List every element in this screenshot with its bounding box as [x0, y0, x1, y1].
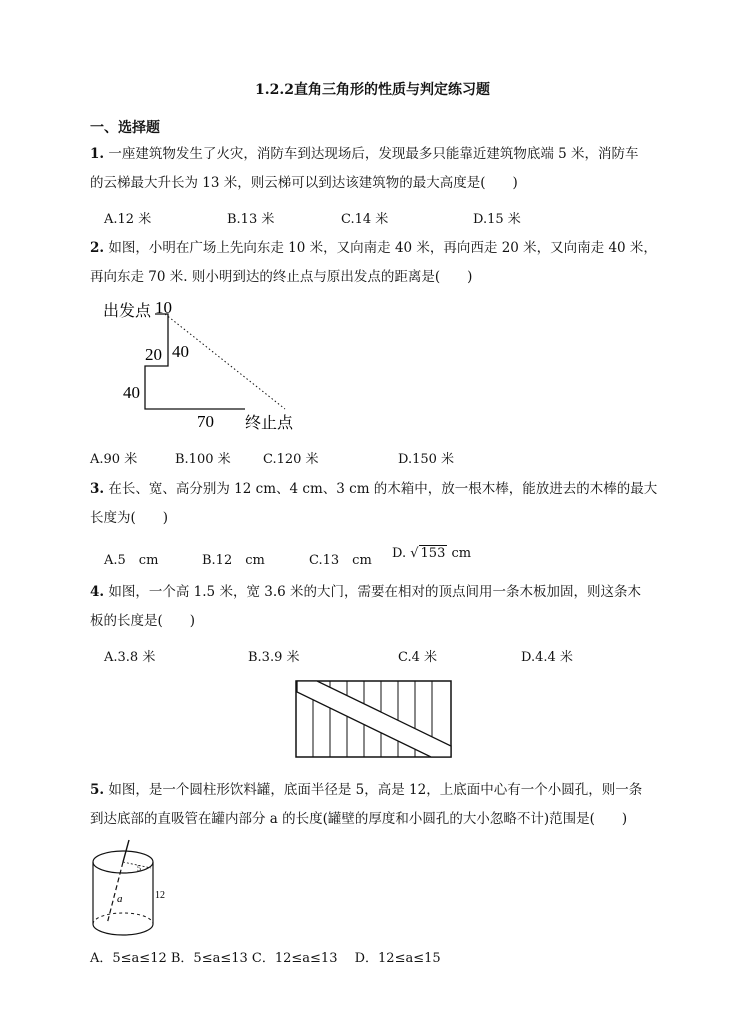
option-b: B.3.9 米 [248, 650, 300, 665]
diagonal-brace [297, 681, 451, 757]
question-text-line2: 长度为( ) [90, 510, 169, 526]
option-b: B.12 cm [202, 553, 265, 568]
sqrt-expression [410, 546, 447, 561]
option-d-unit: cm [451, 546, 472, 561]
segment-label-east-10: 10 [155, 298, 172, 317]
page-title: 1.2.2直角三角形的性质与判定练习题 [255, 82, 490, 98]
cylinder-can-figure [85, 838, 175, 940]
question-1 [90, 140, 665, 198]
option-a: A.3.8 米 [104, 650, 156, 665]
question-text-line1: 一座建筑物发生了火灾，消防车到达现场后，发现最多只能靠近建筑物底端 5 米，消防车 [108, 146, 639, 162]
gate-figure [295, 680, 453, 759]
question-4 [90, 578, 665, 636]
option-c: C.4 米 [398, 650, 438, 665]
option-a: A.90 米 [90, 452, 138, 467]
option-d [392, 546, 471, 561]
height-label: 12 [155, 890, 165, 901]
question-3 [90, 475, 665, 533]
segment-label-east-70: 70 [197, 412, 214, 431]
option-b: B.13 米 [227, 212, 275, 227]
question-2 [90, 234, 665, 292]
question-text-line1: 在长、宽、高分别为 12 cm、4 cm、3 cm 的木箱中，放一根木棒，能放进去的木棒的最大 [108, 481, 658, 497]
option-d-letter: D. [392, 546, 407, 561]
option-c: C.120 米 [263, 452, 319, 467]
option-b: B.100 米 [175, 452, 231, 467]
radicand: 153 [420, 546, 446, 561]
question-text-line2: 再向东走 70 米. 则小明到达的终止点与原出发点的距离是( ) [90, 269, 473, 285]
section-heading: 一、选择题 [90, 120, 160, 136]
start-point-label: 出发点 [103, 301, 152, 320]
question-5 [90, 776, 665, 834]
segment-label-south2-40: 40 [123, 383, 140, 402]
sqrt-icon: √ [410, 546, 419, 561]
question-number: 4. [90, 584, 105, 600]
question-text-line2: 到达底部的直吸管在罐内部分 a 的长度(罐壁的厚度和小圆孔的大小忽略不计)范围是( ) [90, 811, 628, 827]
option-c: C.13 cm [309, 553, 372, 568]
question-number: 1. [90, 146, 105, 162]
option-a: A.12 米 [104, 212, 152, 227]
radius-label: 5 [137, 864, 141, 873]
option-c: C.14 米 [341, 212, 389, 227]
option-a: A.5 cm [104, 553, 159, 568]
straw-length-label: a [117, 893, 123, 905]
question-text-line2: 板的长度是( ) [90, 613, 196, 629]
option-d: D.150 米 [398, 452, 455, 467]
question-text-line2: 的云梯最大升长为 13 米，则云梯可以到达该建筑物的最大高度是( ) [90, 175, 518, 191]
question-text-line1: 如图，一个高 1.5 米，宽 3.6 米的大门，需要在相对的顶点间用一条木板加固，则这条木 [108, 584, 641, 600]
cylinder-bottom-back [93, 913, 153, 924]
segment-label-south-40: 40 [172, 342, 189, 361]
cylinder-bottom-front [93, 924, 153, 935]
question-number: 5. [90, 782, 105, 798]
question-text-line1: 如图，是一个圆柱形饮料罐，底面半径是 5，高是 12，上底面中心有一个小圆孔，则一条 [108, 782, 643, 798]
question-number: 2. [90, 240, 105, 256]
walk-path-figure [95, 296, 315, 436]
options-line: A．5≤a≤12 B．5≤a≤13 C．12≤a≤13 D．12≤a≤15 [90, 951, 441, 966]
end-point-label: 终止点 [245, 413, 294, 432]
segment-label-west-20: 20 [145, 345, 162, 364]
distance-dotted-line [165, 314, 285, 409]
option-d: D.15 米 [473, 212, 521, 227]
question-text-line1: 如图，小明在广场上先向东走 10 米，又向南走 40 米，再向西走 20 米，又向南走 40 米， [108, 240, 657, 256]
question-number: 3. [90, 481, 105, 497]
option-d: D.4.4 米 [521, 650, 573, 665]
